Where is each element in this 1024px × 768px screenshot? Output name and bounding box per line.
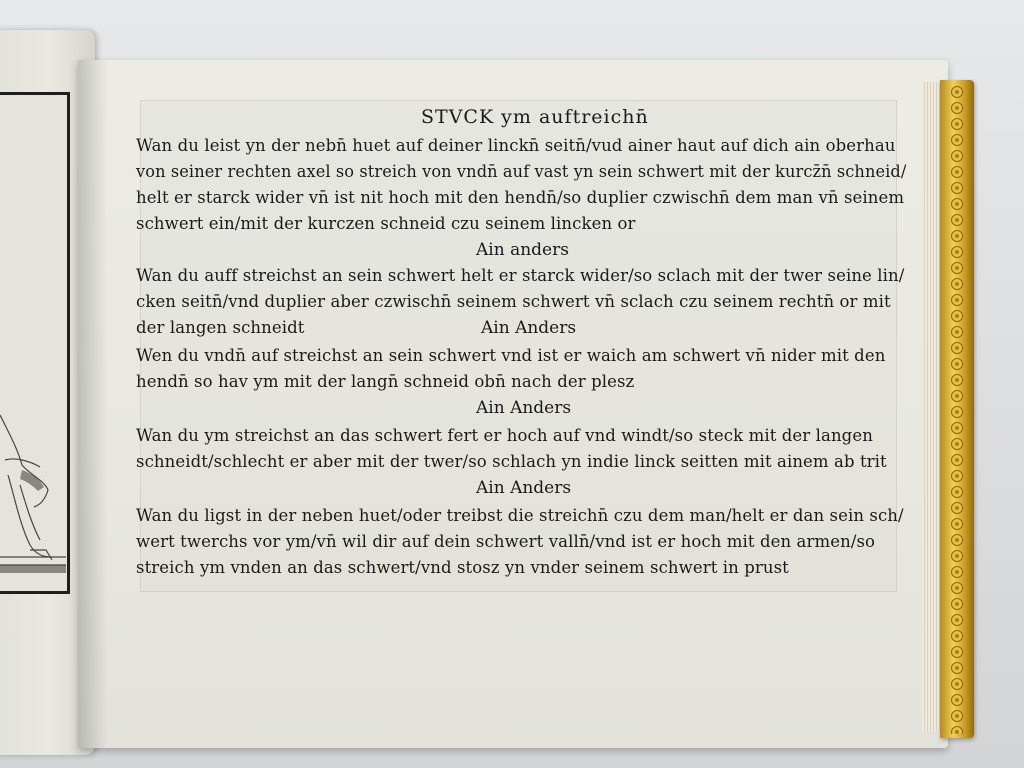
- text-line: der langen schneidt: [136, 318, 305, 337]
- page-title: STVCK ym auftreichn̄: [421, 106, 649, 128]
- section-heading: Ain Anders: [476, 398, 572, 418]
- page-edges: [922, 82, 940, 732]
- text-line: Wan du leist yn der nebn̄ huet auf deiner linckn̄ seitn̄/vud ainer haut auf dich ain oberhau: [136, 136, 896, 155]
- text-line: cken seitn̄/vnd duplier aber czwischn̄ seinem schwert vn̄ sclach czu seinem rechtn̄ or mit: [136, 292, 891, 311]
- text-line: Wan du auff streichst an sein schwert helt er starck wider/so sclach mit der twer seine lin/: [136, 266, 905, 285]
- section-heading: Ain Anders: [481, 318, 577, 338]
- text-line: schneidt/schlecht er aber mit der twer/so schlach yn indie linck seitten mit ainem ab trit: [136, 452, 887, 471]
- text-line: Wen du vndn̄ auf streichst an sein schwert vnd ist er waich am schwert vn̄ nider mit den: [136, 346, 886, 365]
- text-line: hendn̄ so hav ym mit der langn̄ schneid obn̄ nach der plesz: [136, 372, 635, 391]
- text-line: von seiner rechten axel so streich von vndn̄ auf vast yn sein schwert mit der kurcz̄n̄ schneid/: [136, 162, 907, 181]
- text-block: [136, 106, 906, 606]
- woodcut-illustration-fragment: [0, 92, 70, 594]
- gilded-edge-ornament: [946, 84, 968, 734]
- gutter-shadow: [78, 60, 108, 748]
- text-line: Wan du ligst in der neben huet/oder treibst die streichn̄ czu dem man/helt er dan sein sch/: [136, 506, 904, 525]
- text-line: Wan du ym streichst an das schwert fert er hoch auf vnd windt/so steck mit der langen: [136, 426, 873, 445]
- woodcut-figure-drawing: [0, 95, 70, 597]
- text-line: schwert ein/mit der kurczen schneid czu seinem lincken or: [136, 214, 636, 233]
- section-heading: Ain anders: [476, 240, 569, 260]
- text-line: streich ym vnden an das schwert/vnd stosz yn vnder seinem schwert in prust: [136, 558, 789, 577]
- text-line: helt er starck wider vn̄ ist nit hoch mit den hendn̄/so duplier czwischn̄ dem man vn̄ seinem: [136, 188, 905, 207]
- text-line: wert twerchs vor ym/vn̄ wil dir auf dein schwert valln̄/vnd ist er hoch mit den armen/so: [136, 532, 876, 551]
- section-heading: Ain Anders: [476, 478, 572, 498]
